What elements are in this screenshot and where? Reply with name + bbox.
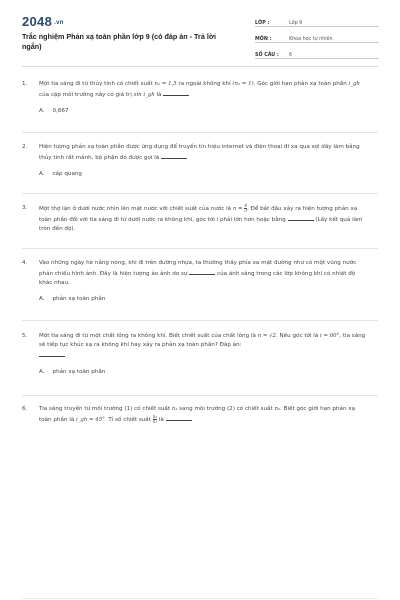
- meta-label: LỚP :: [255, 21, 270, 26]
- question-6: [22, 405, 378, 425]
- answer-letter: A.: [39, 171, 45, 177]
- math-expr: n =: [232, 206, 243, 212]
- site-logo[interactable]: [22, 14, 64, 29]
- math-expr: n₁: [171, 406, 178, 412]
- question-number: 6.: [22, 406, 28, 412]
- question-number: 1.: [22, 81, 28, 87]
- math-expr: i_gh: [348, 81, 360, 87]
- logo-suffix: .vn: [54, 19, 64, 26]
- page-bottom-border: [22, 598, 378, 599]
- answer-text: 0,667: [52, 108, 69, 114]
- header-divider: [22, 66, 378, 67]
- math-expr: n = √2: [257, 333, 276, 339]
- question-3: [22, 204, 378, 234]
- question-2: [22, 143, 378, 179]
- question-5: [22, 332, 378, 377]
- answer-letter: A.: [39, 108, 45, 114]
- question-number: 4.: [22, 260, 28, 266]
- meta-row-subject: [255, 30, 379, 43]
- question-text: Một thợ lặn ở dưới nước nhìn lên mặt nước với chiết suất của nước là n = $\frac{4}{3}$ . Để bắt đầu xảy ra hiện tượng phản xạ toàn phần đối với tia sáng đi từ dưới nước ra không khí, góc tới i phải lớn hơn hoặc bằng (Lấy kết quả làm tròn đến độ).: [39, 203, 363, 232]
- meta-label: MÔN :: [255, 37, 272, 42]
- meta-row-count: [255, 46, 379, 59]
- math-expr: sin i_gh: [133, 92, 155, 98]
- answer-blank[interactable]: [39, 350, 65, 357]
- fraction: $\frac{\text{n₂}}{\text{n₁}}$: [152, 414, 158, 424]
- answer-text: phản xạ toàn phần: [52, 369, 106, 375]
- question-number: 5.: [22, 333, 28, 339]
- question-divider: [22, 248, 378, 249]
- header: [0, 0, 400, 70]
- meta-value: Khoa học tự nhiên: [289, 37, 333, 42]
- question-text: Hiện tượng phản xạ toàn phần được ứng dụng để truyền tín hiệu internet và điện thoại đi xa qua sợi dây làm bằng thủy tinh rất mảnh, bộ phận đó được gọi là: [39, 144, 360, 161]
- question-4: [22, 259, 378, 304]
- logo-text: 2048: [22, 14, 53, 29]
- answer-blank[interactable]: [161, 152, 187, 159]
- meta-value: Lớp 9: [289, 21, 303, 26]
- meta-label: SỐ CÂU :: [255, 53, 279, 58]
- answer: [39, 295, 378, 304]
- answer-letter: A.: [39, 296, 45, 302]
- answer: [39, 107, 378, 116]
- meta-row-class: [255, 14, 379, 27]
- answer-letter: A.: [39, 369, 45, 375]
- question-divider: [22, 320, 378, 321]
- page-title: Trắc nghiệm Phản xạ toàn phần lớp 9 (có đáp án - Trả lời ngắn): [22, 32, 216, 51]
- answer-blank[interactable]: [288, 214, 314, 221]
- question-text: Tia sáng truyền từ môi trường (1) có chiết suất n₁ sang môi trường (2) có chiết suất n₂. Biết góc giới hạn phản xạ toàn phần là i_gh = 45°. Tỉ số chiết suất $\frac{\text{n₂}}{\text{n₁}}$ là: [39, 406, 356, 424]
- fraction: $\frac{4}{3}$: [244, 203, 248, 213]
- math-expr: (n₂ = 1): [232, 81, 254, 87]
- meta-value: 6: [289, 53, 293, 58]
- question-number: 3.: [22, 205, 28, 211]
- answer-blank[interactable]: [166, 414, 192, 421]
- math-expr: n₁ = 1,5: [154, 81, 177, 87]
- answer-text: cáp quang: [52, 171, 82, 177]
- answer-blank[interactable]: [189, 268, 215, 275]
- math-expr: n₂: [274, 406, 281, 412]
- question-text: Vào những ngày hè nắng nóng, khi đi trên đường nhựa, ta thường thấy phía xa mặt đường như có một vũng nước phản chiếu hình ảnh. Đây là hiện tượng ảo ảnh do sự của ánh sáng trong các lớp không khí có nhiệt độ khác nhau.: [39, 260, 357, 286]
- question-divider: [22, 193, 378, 194]
- math-expr: i = 60°: [320, 333, 340, 339]
- meta-info: [255, 14, 379, 62]
- answer: [39, 368, 378, 377]
- question-1: [22, 80, 378, 116]
- question-divider: [22, 395, 378, 396]
- answer-text: phản xạ toàn phần: [52, 296, 106, 302]
- question-text: Một tia sáng đi từ một chất lỏng ra không khí. Biết chiết suất của chất lỏng là n = √2. Nếu góc tới là i = 60°, tia sáng sẽ tiếp tục khúc xạ ra không khí hay xảy ra phản xạ toàn phần? Đáp án:: [39, 332, 369, 361]
- question-text: Một tia sáng đi từ thủy tinh có chiết suất n₁ = 1,5 ra ngoài không khí (n₂ = 1). Góc giới hạn phản xạ toàn phần i_gh của cặp môi trường này có giá trị sin i_gh là: [39, 81, 360, 98]
- answer: [39, 170, 378, 179]
- answer-blank[interactable]: [163, 89, 189, 96]
- math-expr: i_gh = 45°: [75, 417, 105, 423]
- question-divider: [22, 132, 378, 133]
- question-number: 2.: [22, 144, 28, 150]
